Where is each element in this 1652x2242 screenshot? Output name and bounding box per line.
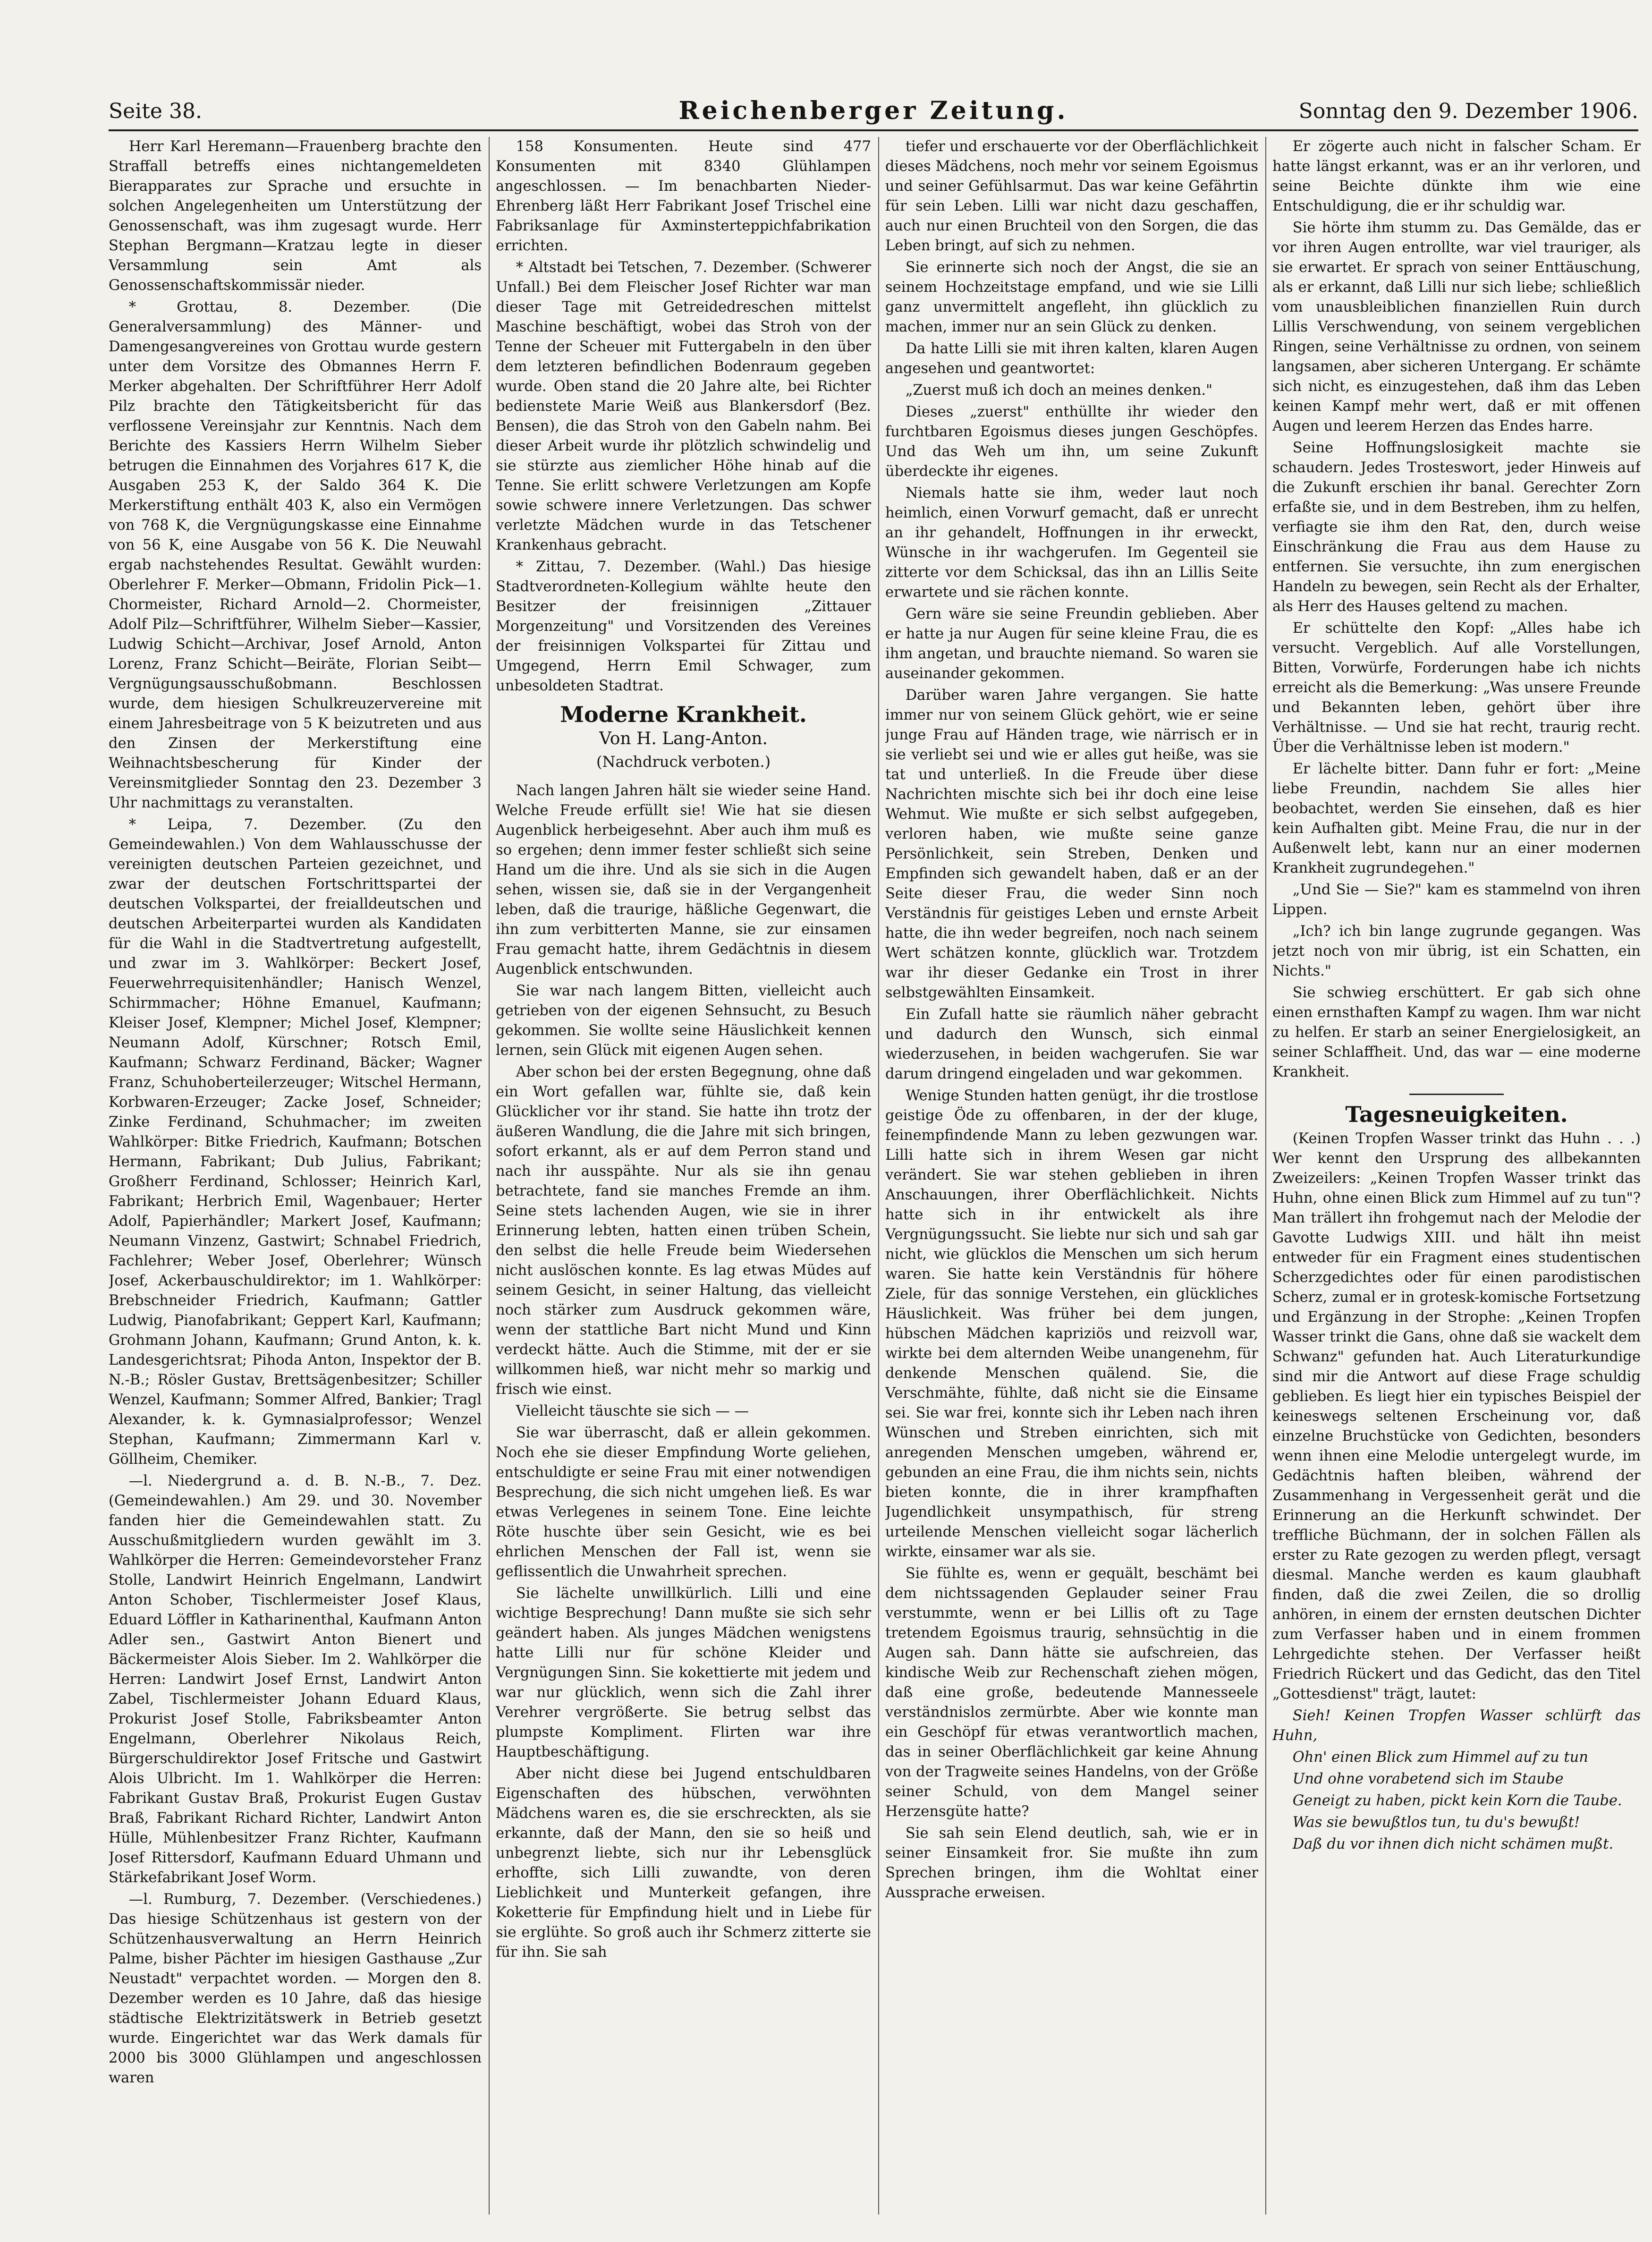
story-paragraph: „Und Sie — Sie?" kam es stammelnd von ihren Lippen. xyxy=(1272,882,1641,918)
story-note: (Nachdruck verboten.) xyxy=(596,753,771,771)
poem-line: Sieh! Keinen Tropfen Wasser schlürft das Huhn, xyxy=(1272,1707,1641,1744)
news-item: —l. Rumburg, 7. Dezember. (Verschiedenes.) Das hiesige Schützenhaus ist gestern von der Schützenhausverwaltung an Herrn Heinrich Palme, bisher Pächter im hiesigen Gasthause „Zur Neustadt" verpachtet worden. — Morgen den 8. Dezember werden es 10 Jahre, daß das hiesige städtische Elektrizitätswerk in Betrieb gesetzt wurde. Eingerichtet war das Werk damals für 2000 bis 3000 Glühlampen und angeschlossen waren xyxy=(109,1891,482,2086)
page-header xyxy=(109,96,1638,131)
story-paragraph: Da hatte Lilli sie mit ihren kalten, klaren Augen angesehen und geantwortet: xyxy=(885,340,1258,377)
news-item: * Grottau, 8. Dezember. (Die Generalversammlung) des Männer- und Damengesangvereines von Grottau wurde gestern unter dem Vorsitze des Obmannes Herrn F. Merker abgehalten. Der Schriftführer Herr Adolf Pilz brachte den Tätigkeitsbericht für das verflossene Vereinsjahr zur Kenntnis. Nach dem Berichte des Kassiers Herrn Wilhelm Sieber betrugen die Einnahmen des Vorjahres 617 K, die Ausgaben 253 K, der Saldo 364 K. Die Merkerstiftung enthält 403 K, also ein Vermögen von 768 K, die Vergnügungskasse eine Einnahme von 56 K, eine Ausgabe von 56 K. Die Neuwahl ergab nachstehendes Resultat. Gewählt wurden: Oberlehrer F. Merker—Obmann, Fridolin Pick—1. Chormeister, Richard Arnold—2. Chormeister, Adolf Pilz—Schriftführer, Wilhelm Sieber—Kassier, Ludwig Schicht—Archivar, Josef Arnold, Anton Lorenz, Franz Schicht—Beiräte, Florian Seibt—Vergnügungsausschußobmann. Beschlossen wurde, dem hiesigen Schulkreuzervereine mit einem Jahresbeitrage von 5 K beizutreten und aus den Zinsen der Merkerstiftung eine Weihnachtsbescherung für Kinder der Vereinsmitglieder Sonntag den 23. Dezember 3 Uhr nachmittags zu veranstalten. xyxy=(109,299,482,811)
story-paragraph: Aber schon bei der ersten Begegnung, ohne daß ein Wort gefallen war, fühlte sie, daß kein Glücklicher vor ihr stand. Sie hatte ihn trotz der äußeren Wandlung, die die Jahre mit sich bringen, sofort erkannt, als er auf dem Perron stand und nach ihr ausspähte. Nur als sie ihn genau betrachtete, fand sie manches Fremde an ihm. Seine stets lachenden Augen, wie sie in ihrer Erinnerung lebten, hatten einen trüben Schein, den selbst die helle Freude beim Wiedersehen nicht auslöschen konnte. Es lag etwas Müdes auf seinem Gesicht, in seiner Haltung, das vielleicht noch stärker zum Ausdruck gekommen wäre, wenn der stattliche Bart nicht Mund und Kinn verdeckt hätte. Auch die Stimme, mit der er sie willkommen hieß, war nicht mehr so markig und frisch wie einst. xyxy=(496,1064,871,1398)
story-paragraph: tiefer und erschauerte vor der Oberflächlichkeit dieses Mädchens, noch mehr vor seinem Egoismus und seiner Gefühlsarmut. Das war keine Gefährtin für sein Leben. Lilli war nicht dazu geschaffen, auch nur einen Bruchteil von den Sorgen, die das Leben bringt, auf sich zu nehmen. xyxy=(885,138,1258,254)
news-item: * Altstadt bei Tetschen, 7. Dezember. (Schwerer Unfall.) Bei dem Fleischer Josef Richter war man dieser Tage mit Getreidedreschen mittelst Maschine beschäftigt, wobei das Stroh von der Tenne der Scheuer mit Futtergabeln in den über dem letzteren befindlichen Bodenraum gegeben wurde. Oben stand die 20 Jahre alte, bei Richter bedienstete Marie Weiß aus Blankersdorf (Bez. Bensen), die das Stroh von den Gabeln nahm. Bei dieser Arbeit wurde ihr plötzlich schwindelig und sie stürzte aus ziemlicher Höhe hinab auf die Tenne. Sie erlitt schwere Verletzungen am Kopfe sowie schwere innere Verletzungen. Das schwer verletzte Mädchen wurde in das Tetschener Krankenhaus gebracht. xyxy=(496,259,871,553)
newspaper-title: Reichenberger Zeitung. xyxy=(678,96,1068,125)
story-paragraph: „Zuerst muß ich doch an meines denken." xyxy=(905,382,1213,399)
column-4 xyxy=(1272,137,1641,2215)
story-paragraph: Niemals hatte sie ihm, weder laut noch heimlich, einen Vorwurf gemacht, daß er unrecht an ihr gehandelt, Hoffnungen in ihr erweckt, Wünsche in ihr wachgerufen. Im Gegenteil sie zitterte vor dem Schicksal, das ihn an Lillis Seite erwartete und sie rächen konnte. xyxy=(885,485,1258,601)
story-paragraph: Darüber waren Jahre vergangen. Sie hatte immer nur von seinem Glück gehört, wie er seine junge Frau auf Händen trage, wie närrisch er in sie verliebt sei und wie er alles gut heiße, was sie tat und unterließ. In die Freude über diese Nachrichten mischte sich bei ihr doch eine leise Wehmut. Wie mußte er sich selbst aufgegeben, verloren haben, wie mußte seine ganze Persönlichkeit, sein Streben, Denken und Empfinden sich gewandelt haben, daß er an der Seite dieser Frau, die weder Sinn noch Verständnis für geistiges Leben und ernste Arbeit hatte, die ihn weder begreifen, noch nach seinem Wert schätzen konnte, glücklich war. Trotzdem war ihr dieser Gedanke ein Trost in ihrer selbstgewählten Einsamkeit. xyxy=(885,687,1258,1001)
poem xyxy=(1272,1706,1641,1854)
story-paragraph: Sie erinnerte sich noch der Angst, die sie an seinem Hochzeitstage empfand, und wie sie Lilli ganz unvermittelt angefleht, ihn glücklich zu machen, immer nur an sein Glück zu denken. xyxy=(885,259,1258,335)
story-paragraph: Sie schwieg erschüttert. Er gab sich ohne einen ernsthaften Kampf zu wagen. Ihm war nicht zu helfen. Er starb an seiner Energielosigkeit, an seiner Schlaffheit. Und, das war — eine moderne Krankheit. xyxy=(1272,985,1641,1080)
section-divider xyxy=(1409,1094,1504,1095)
story-paragraph: Sie war nach langem Bitten, vielleicht auch getrieben von der eigenen Sehnsucht, zu Besuch gekommen. Sie wollte seine Häuslichkeit kennen lernen, sein Glück mit eigenen Augen sehen. xyxy=(496,983,871,1059)
story-paragraph: Sie lächelte unwillkürlich. Lilli und eine wichtige Besprechung! Dann mußte sie sich sehr geändert haben. Als junges Mädchen wenigstens hatte Lilli nur für schöne Kleider und Vergnügungen Sinn. Sie kokettierte mit jedem und war nur glücklich, wenn sich die Zahl ihrer Verehrer vergrößerte. Sie betrug selbst das plumpste Kompliment. Flirten war ihre Hauptbeschäftigung. xyxy=(496,1585,871,1760)
story-paragraph: Sie fühlte es, wenn er gequält, beschämt bei dem nichtssagenden Geplauder seiner Frau verstummte, wenn er bei Lillis oft zu Tage tretendem Egoismus traurig, sehnsüchtig in die Augen sah. Dann hätte sie aufschreien, das kindische Weib zur Rechenschaft ziehen mögen, daß eine große, bedeutende Mannesseele verständnislos zermürbte. Aber wie konnte man ein Geschöpf für etwas verantwortlich machen, das in seiner Oberflächlichkeit gar keine Ahnung von der Tragweite seines Handelns, von der Größe seiner Schuld, von dem Mangel seiner Herzensgüte hatte? xyxy=(885,1565,1258,1820)
news-item: (Keinen Tropfen Wasser trinkt das Huhn . . .) Wer kennt den Ursprung des allbekannten Zweizeilers: „Keinen Tropfen Wasser trinkt das Huhn, ohne einen Blick zum Himmel auf zu tun"? Man trällert ihn frohgemut nach der Melodie der Gavotte Ludwigs XIII. und hält ihn meist entweder für ein Fragment eines studentischen Scherzgedichtes oder für einen parodistischen Scherz, zumal er in grotesk-komische Fortsetzung und Ergänzung in der Strophe: „Keinen Tropfen Wasser trinkt die Gans, ohne daß sie wackelt dem Schwanz" gefunden hat. Auch Literaturkundige sind mir die Antwort auf diese Frage schuldig geblieben. Es liegt hier ein typisches Beispiel der keineswegs seltenen Erscheinung vor, daß einzelne Bruchstücke von Gedichten, besonders wenn ihnen eine Melodie untergelegt wurde, im Gedächtnis haften bleiben, während der Zusammenhang in Vergessenheit gerät und die Erinnerung an die Herkunft schwindet. Der treffliche Büchmann, der in solchen Fällen als erster zu Rate gezogen zu werden pflegt, versagt diesmal. Manche werden es kaum glaubhaft finden, daß die zwei Zeilen, die so drollig anhören, in einem der ernsten deutschen Dichter zum Verfasser haben und in einem frommen Lehrgedichte stehen. Der Verfasser heißt Friedrich Rückert und das Gedicht, das den Titel „Gottesdienst" trägt, lautet: xyxy=(1272,1130,1641,1702)
story-paragraph: Sie hörte ihm stumm zu. Das Gemälde, das er vor ihren Augen entrollte, war viel trauriger, als sie erwartet. Er sprach von seiner Enttäuschung, als er erkannt, daß Lilli nur sich liebe; schließlich vom unausbleiblichen finanziellen Ruin durch Lillis Verschwendung, von seinem vergeblichen Ringen, seine Verhältnisse zu ordnen, von seinem langsamen, aber sicheren Untergang. Er schämte sich nicht, es einzugestehen, daß ihm das Leben keinen Kampf mehr wert, daß er mit offenen Augen und leerem Herzen das Endes harre. xyxy=(1272,220,1641,434)
story-title: Moderne Krankheit. xyxy=(560,702,807,727)
story-paragraph: Sie sah sein Elend deutlich, sah, wie er in seiner Einsamkeit fror. Sie mußte ihn zum Sprechen bringen, ihm die Wohltat einer Aussprache erweisen. xyxy=(885,1825,1258,1901)
page-number: Seite 38. xyxy=(109,99,202,123)
story-paragraph: Ein Zufall hatte sie räumlich näher gebracht und dadurch den Wunsch, sich einmal wiederzusehen, in beiden wachgerufen. Sie war darum dringend eingeladen und war gekommen. xyxy=(885,1006,1258,1082)
story-paragraph: Gern wäre sie seine Freundin geblieben. Aber er hatte ja nur Augen für seine kleine Frau, die es ihm angetan, und brauchte niemand. So waren sie auseinander gekommen. xyxy=(885,606,1258,682)
news-item: Herr Karl Heremann—Frauenberg brachte den Straffall betreffs eines nichtangemeldeten Bierapparates zur Sprache und ersuchte in solchen Angelegenheiten um Unterstützung der Genossenschaft, was ihm zugesagt wurde. Herr Stephan Bergmann—Kratzau legte in dieser Versammlung sein Amt als Genossenschaftskommissär nieder. xyxy=(109,138,482,294)
poem-line: Ohn' einen Blick zum Himmel auf zu tun xyxy=(1292,1749,1588,1766)
story-paragraph: Er schüttelte den Kopf: „Alles habe ich versucht. Vergeblich. Auf alle Vorstellungen, Bitten, Vorwürfe, Forderungen habe ich nichts erreicht als die Bemerkung: „Was unsere Freunde und Bekannten leben, gehört über ihre Verhältnisse. — Und sie hat recht, traurig recht. Über die Verhältnisse leben ist modern." xyxy=(1272,620,1641,756)
news-item: * Zittau, 7. Dezember. (Wahl.) Das hiesige Stadtverordneten-Kollegium wählte heute den Besitzer der freisinnigen „Zittauer Morgenzeitung" und Vorsitzenden des Vereines der freisinnigen Volkspartei für Zittau und Umgegend, Herrn Emil Schwager, zum unbesoldeten Stadtrat. xyxy=(496,559,871,694)
news-item: 158 Konsumenten. Heute sind 477 Konsumenten mit 8340 Glühlampen angeschlossen. — Im benachbarten Nieder-Ehrenberg läßt Herr Fabrikant Josef Trischel eine Fabriksanlage für Axminsterteppichfabrikation errichten. xyxy=(496,138,871,254)
column-rule xyxy=(1265,137,1266,2215)
poem-line: Geneigt zu haben, pickt kein Korn die Taube. xyxy=(1292,1792,1622,1809)
column-rule xyxy=(489,137,490,2215)
story-paragraph: Vielleicht täuschte sie sich — — xyxy=(516,1403,749,1419)
poem-line: Daß du vor ihnen dich nicht schämen mußt. xyxy=(1292,1836,1614,1852)
story-paragraph: Nach langen Jahren hält sie wieder seine Hand. Welche Freude erfüllt sie! Wie hat sie diesen Augenblick herbeigesehnt. Aber auch ihm muß es so ergehen; denn immer fester schließt sich seine Hand um die ihre. Und als sie sich in die Augen sehen, wissen sie, daß sie in der Vergangenheit leben, daß die traurige, häßliche Gegenwart, die ihn zum verbitterten Manne, sie zur einsamen Frau gemacht hatte, ihrem Gedächtnis in diesem Augenblick entschwunden. xyxy=(496,782,871,977)
section-heading: Tagesneuigkeiten. xyxy=(1345,1102,1568,1127)
story-byline: Von H. Lang-Anton. xyxy=(599,729,768,748)
issue-date: Sonntag den 9. Dezember 1906. xyxy=(1298,99,1638,123)
story-paragraph: Wenige Stunden hatten genügt, ihr die trostlose geistige Öde zu offenbaren, in der der kluge, feinempfindende Mann zu leben gezwungen war. Lilli hatte sich in ihrem Wesen gar nicht verändert. Sie war stehen geblieben in ihren Anschauungen, ihrer Oberflächlichkeit. Nichts hatte sich in ihr entwickelt als ihre Vergnügungssucht. Sie liebte nur sich und sah gar nicht, wie glücklos die Menschen um sich herum waren. Sie hatte kein Verständnis für höhere Ziele, für das sonnige Verstehen, ein glückliches Häuslichkeit. Was früher bei dem jungen, hübschen Mädchen kapriziös und reizvoll war, wirkte bei dem alternden Weibe unangenehm, für denkende Menschen quälend. Sie, die Verschmähte, fühlte, daß nicht sie die Einsame sei. Sie war frei, konnte sich ihr Leben nach ihren Wünschen und Streben einrichten, sich mit anregenden Menschen umgeben, während er, gebunden an eine Frau, die ihm nichts sein, nichts bieten konnte, die in ihrer krampfhaften Jugendlichkeit unsympathisch, für streng urteilende Menschen vielleicht sogar lächerlich wirkte, einsamer war als sie. xyxy=(885,1087,1258,1560)
poem-line: Und ohne vorabetend sich im Staube xyxy=(1292,1771,1564,1787)
news-item: * Leipa, 7. Dezember. (Zu den Gemeindewahlen.) Von dem Wahlausschusse der vereinigten deutschen Parteien gezeichnet, und zwar der deutschen Fortschrittspartei der deutschen Volkspartei, der freialldeutschen und deutschen Arbeiterpartei wurden als Kandidaten für die Wahl in die Stadtvertretung aufgestellt, und zwar im 3. Wahlkörper: Beckert Josef, Feuerwehrrequisitenhändler; Hanisch Wenzel, Schirmmacher; Höhne Emanuel, Kaufmann; Kleiser Josef, Klempner; Michel Josef, Klempner; Neumann Adolf, Kürschner; Rotsch Emil, Kaufmann; Schwarz Ferdinand, Bäcker; Wagner Franz, Schuhoberteilerzeuger; Witschel Hermann, Korbwaren-Erzeuger; Zacke Josef, Schneider; Zinke Ferdinand, Schuhmacher; im zweiten Wahlkörper: Bitke Friedrich, Kaufmann; Botschen Hermann, Fabrikant; Dub Julius, Fabrikant; Großherr Ferdinand, Schlosser; Heinrich Karl, Fabrikant; Herbrich Emil, Wagenbauer; Herter Adolf, Papierhändler; Markert Josef, Kaufmann; Neumann Vinzenz, Gastwirt; Schnabel Friedrich, Fachlehrer; Weber Josef, Oberlehrer; Wünsch Josef, Ackerbauschuldirektor; im 1. Wahlkörper: Brebschneider Friedrich, Kaufmann; Gattler Ludwig, Pianofabrikant; Geppert Karl, Kaufmann; Grohmann Johann, Kaufmann; Grund Anton, k. k. Landesgerichtsrat; Pihoda Anton, Inspektor der B. N.-B.; Rösler Gustav, Brettsägenbesitzer; Schiller Wenzel, Kaufmann; Sommer Alfred, Bankier; Tragl Alexander, k. k. Gymnasialprofessor; Wenzel Stephan, Kaufmann; Zimmermann Karl v. Göllheim, Chemiker. xyxy=(109,816,482,1468)
column-2 xyxy=(496,137,871,2215)
story-paragraph: Aber nicht diese bei Jugend entschuldbaren Eigenschaften des hübschen, verwöhnten Mädchens waren es, die sie erschreckten, als sie erkannte, daß der Mann, den sie so heiß und unbegrenzt liebte, sich nur ihr Lebensglück erhoffte, sich Lilli zuwandte, von deren Lieblichkeit und Munterkeit gefangen, ihre Koketterie für Empfindung hielt und in Liebe für sie erglühte. So groß auch ihr Schmerz zitterte sie für ihn. Sie sah xyxy=(496,1766,871,1961)
news-item: —l. Niedergrund a. d. B. N.-B., 7. Dez. (Gemeindewahlen.) Am 29. und 30. November fanden hier die Gemeindewahlen statt. Zu Ausschußmitgliedern wurden gewählt im 3. Wahlkörper die Herren: Gemeindevorsteher Franz Stolle, Landwirt Heinrich Engelmann, Landwirt Anton Schober, Tischlermeister Josef Klaus, Eduard Löffler in Katharinenthal, Kaufmann Anton Adler sen., Gastwirt Anton Bienert und Bäckermeister Alois Sieber. Im 2. Wahlkörper die Herren: Landwirt Josef Ernst, Landwirt Anton Zabel, Tischlermeister Johann Eduard Klaus, Prokurist Josef Stolle, Fabriksbeamter Anton Engelmann, Oberlehrer Nikolaus Reich, Bürgerschuldirektor Josef Fritsche und Gastwirt Alois Ulbricht. Im 1. Wahlkörper die Herren: Fabrikant Gustav Braß, Prokurist Eugen Gustav Braß, Fabrikant Richard Richter, Landwirt Anton Hülle, Mühlenbesitzer Franz Richter, Kaufmann Josef Rittersdorf, Kaufmann Eduard Uhmann und Stärkefabrikant Josef Worm. xyxy=(109,1473,482,1886)
story-paragraph: Er lächelte bitter. Dann fuhr er fort: „Meine liebe Freundin, nachdem Sie alles hier beobachtet, werden Sie einsehen, daß es hier kein Aufhalten gibt. Meine Frau, die nur in der Außenwelt lebt, kann nur an einer modernen Krankheit zugrundegehen." xyxy=(1272,761,1641,876)
column-1 xyxy=(109,137,482,2215)
column-3 xyxy=(885,137,1258,2215)
column-rule xyxy=(878,137,879,2215)
poem-line: Was sie bewußtlos tun, tu du's bewußt! xyxy=(1292,1814,1580,1831)
story-paragraph: Er zögerte auch nicht in falscher Scham. Er hatte längst erkannt, was er an ihr verloren, und seine Beichte dünkte ihm wie eine Entschuldigung, die er ihr schuldig war. xyxy=(1272,138,1641,214)
story-paragraph: Seine Hoffnungslosigkeit machte sie schaudern. Jedes Trosteswort, jeder Hinweis auf die Zukunft erschien ihr banal. Gerechter Zorn erfaßte sie, und in dem Bestreben, ihm zu helfen, verfiagte sie ihm den Rat, den, durch weise Einschränkung die Frau aus dem Hause zu entfernen. Sie versuchte, ihn zum energischen Handeln zu bewegen, sein Recht als der Erhalter, als Herr des Hauses geltend zu machen. xyxy=(1272,440,1641,615)
story-paragraph: Dieses „zuerst" enthüllte ihr wieder den furchtbaren Egoismus dieses jungen Geschöpfes. Und das Weh um ihn, um seine Zukunft überdeckte ihr eigenes. xyxy=(885,404,1258,480)
story-paragraph: Sie war überrascht, daß er allein gekommen. Noch ehe sie dieser Empfindung Worte geliehen, entschuldigte er seine Frau mit einer notwendigen Besprechung, die sich nicht umgehen ließ. Es war etwas Verlegenes in seinem Tone. Eine leichte Röte huschte über sein Gesicht, wie es bei ehrlichen Menschen der Fall ist, wenn sie geflissentlich die Unwahrheit sprechen. xyxy=(496,1425,871,1580)
story-paragraph: „Ich? ich bin lange zugrunde gegangen. Was jetzt noch von mir übrig, ist ein Schatten, ein Nichts." xyxy=(1272,923,1641,979)
